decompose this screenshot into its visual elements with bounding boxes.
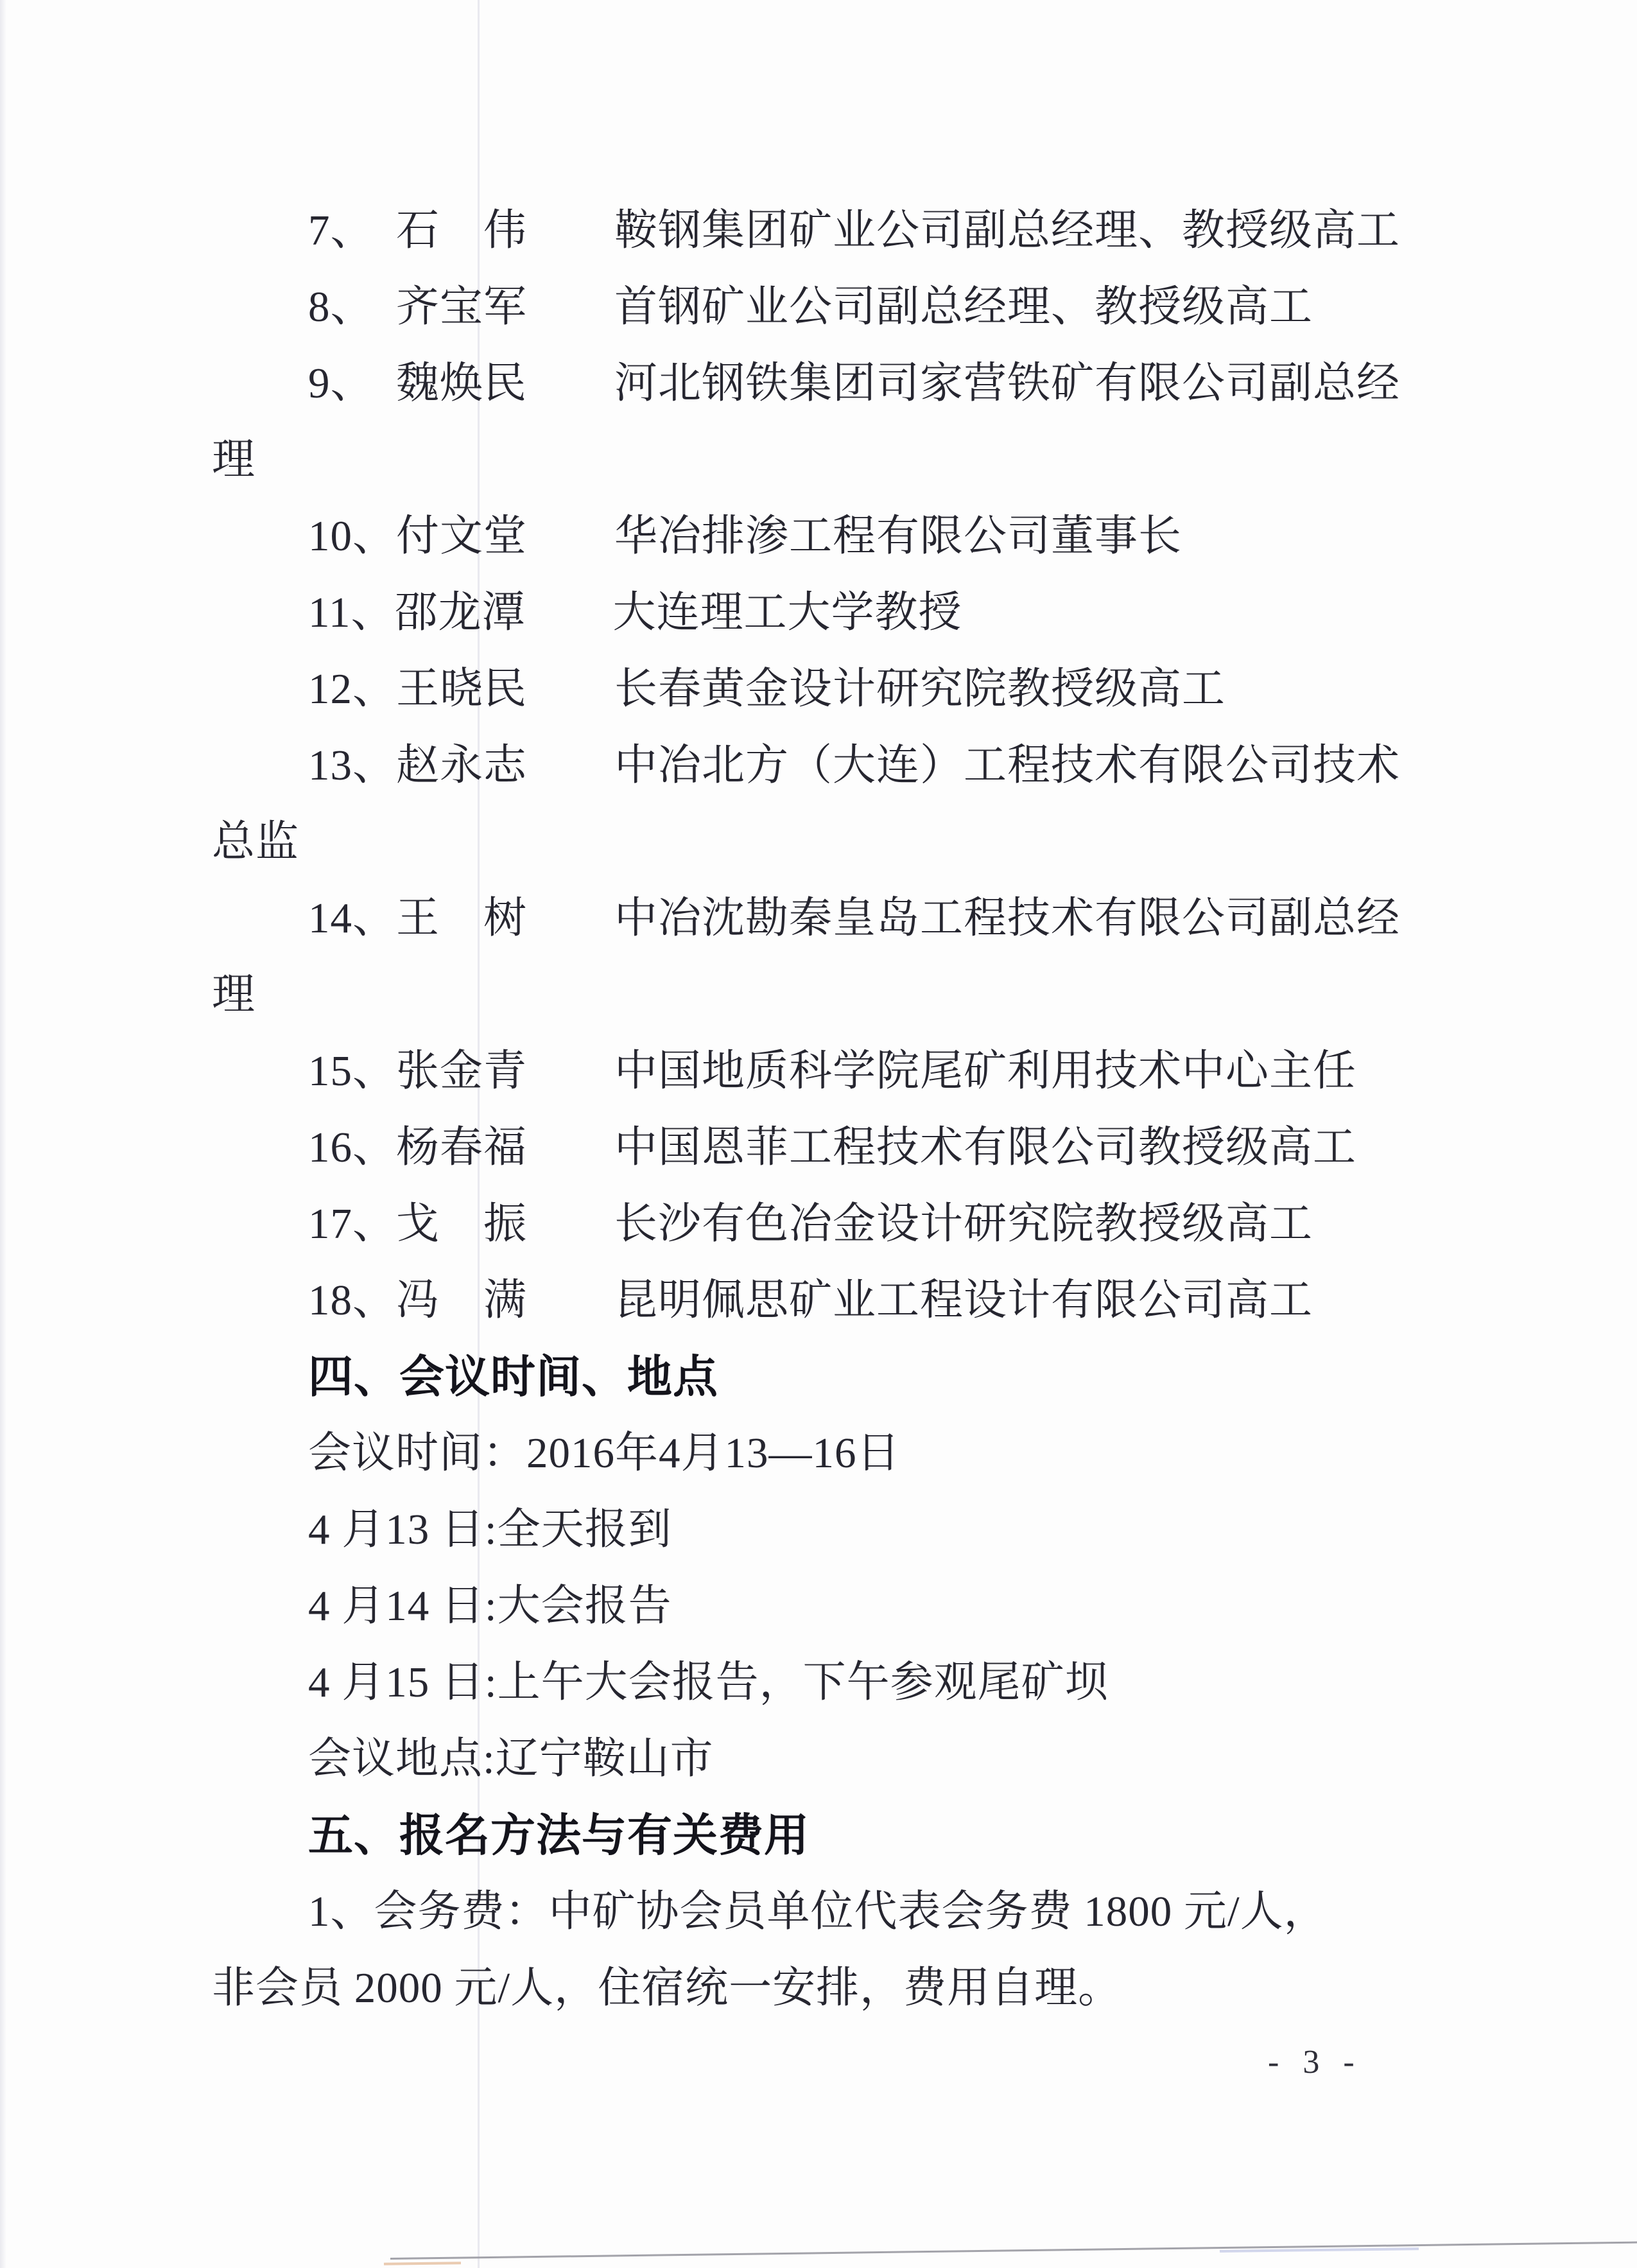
section-heading-5: 五、报名方法与有关费用 (308, 1810, 810, 1860)
fee-line-1: 1、会务费：中矿协会员单位代表会务费 1800 元/人， (308, 1888, 1328, 1935)
list-item-13: 13、赵永志 中冶北方（大连）工程技术有限公司技术 (308, 742, 1400, 789)
schedule-apr-15: 4 月15 日:上午大会报告，下午参观尾矿坝 (308, 1659, 1109, 1706)
list-item-9-wrap: 理 (212, 436, 256, 484)
list-item-13-wrap: 总监 (212, 818, 299, 866)
page-number: - 3 - (1268, 2044, 1362, 2080)
list-item-14-wrap: 理 (212, 971, 256, 1018)
list-item-12: 12、王晓民 长春黄金设计研究院教授级高工 (308, 665, 1226, 713)
meeting-time-line: 会议时间：2016年4月13—16日 (308, 1429, 901, 1477)
list-item-9: 9、 魏焕民 河北钢铁集团司家营铁矿有限公司副总经 (308, 360, 1400, 407)
list-item-10: 10、付文堂 华冶排渗工程有限公司董事长 (308, 512, 1182, 560)
list-item-8: 8、 齐宝军 首钢矿业公司副总经理、教授级高工 (308, 283, 1313, 331)
meeting-place-line: 会议地点:辽宁鞍山市 (308, 1735, 714, 1783)
fee-line-2: 非会员 2000 元/人，住宿统一安排，费用自理。 (212, 1964, 1122, 2012)
list-item-16: 16、杨春福 中国恩菲工程技术有限公司教授级高工 (308, 1124, 1356, 1171)
list-item-15: 15、张金青 中国地质科学院尾矿利用技术中心主任 (308, 1047, 1356, 1095)
list-item-17: 17、戈 振 长沙有色冶金设计研究院教授级高工 (308, 1200, 1313, 1248)
scan-left-edge-shadow (0, 0, 6, 2268)
schedule-apr-13: 4 月13 日:全天报到 (308, 1506, 672, 1553)
section-heading-4: 四、会议时间、地点 (308, 1352, 718, 1402)
list-item-14: 14、王 树 中冶沈勘秦皇岛工程技术有限公司副总经 (308, 894, 1400, 942)
list-item-11: 11、邵龙潭 大连理工大学教授 (308, 589, 962, 636)
text-block (212, 193, 1528, 2027)
scan-bottom-paper-edge (390, 2242, 1637, 2260)
list-item-7: 7、 石 伟 鞍钢集团矿业公司副总经理、教授级高工 (308, 207, 1400, 254)
list-item-18: 18、冯 满 昆明佩思矿业工程设计有限公司高工 (308, 1277, 1313, 1324)
schedule-apr-14: 4 月14 日:大会报告 (308, 1582, 672, 1630)
scan-edge-warm-tint (384, 2262, 461, 2265)
